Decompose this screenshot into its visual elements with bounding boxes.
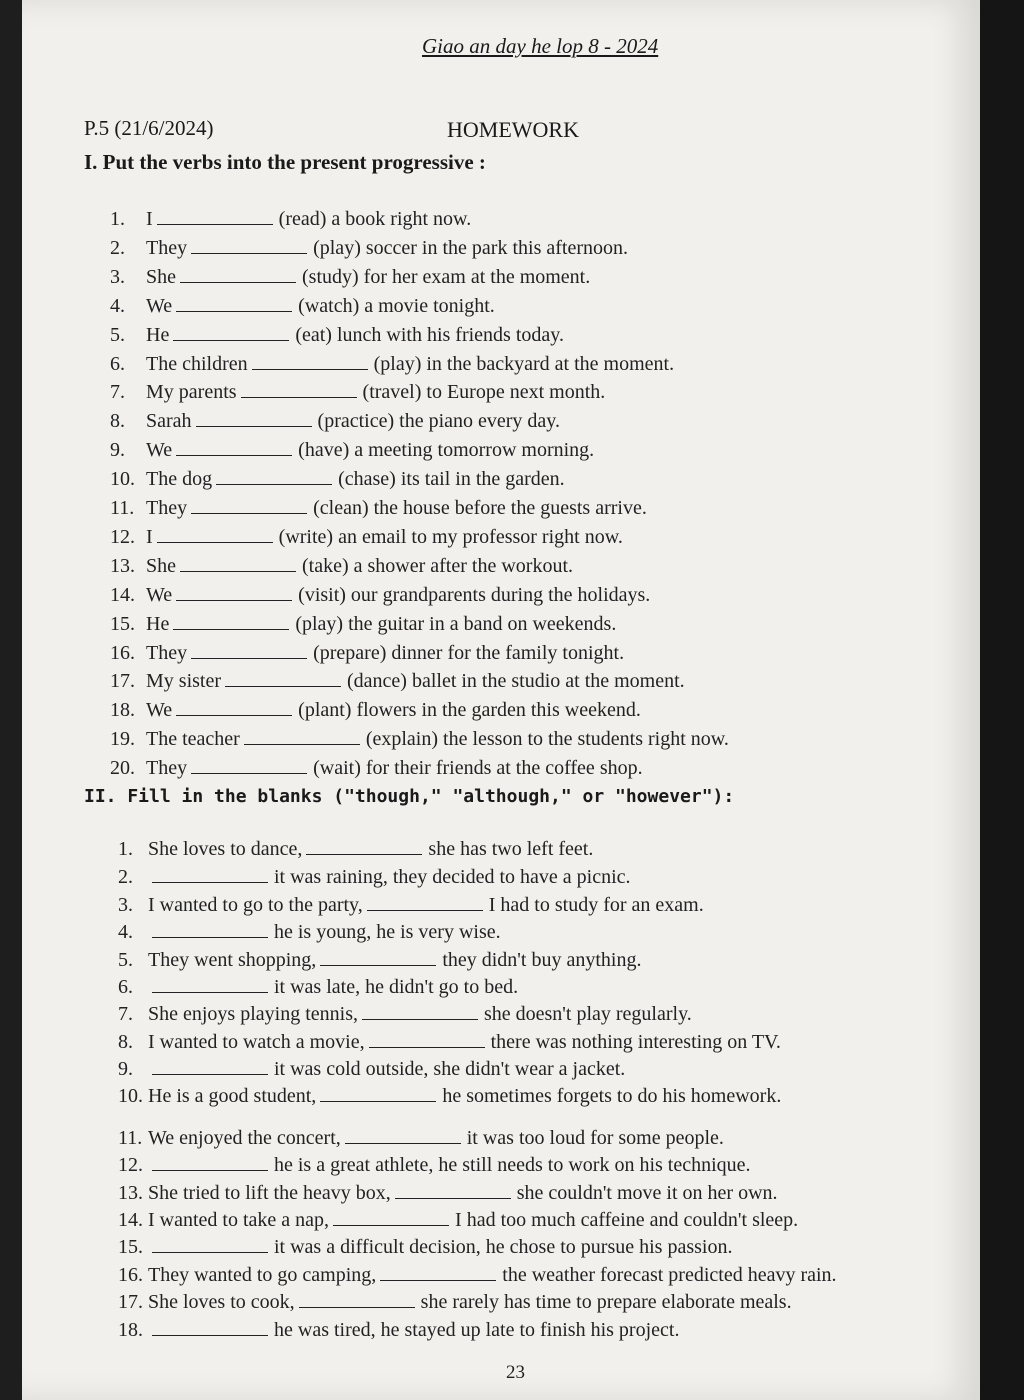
section2-item-5 xyxy=(118,947,641,973)
item-number: 16. xyxy=(110,641,135,664)
section2-item-7 xyxy=(118,1001,692,1027)
section1-item-16 xyxy=(110,640,624,666)
item-text: (write) an email to my professor right now. xyxy=(278,525,623,548)
item-prompt: We enjoyed the concert, xyxy=(148,1127,341,1149)
item-prompt: She xyxy=(146,265,176,288)
item-text: she couldn't move it on her own. xyxy=(516,1182,778,1204)
answer-blank[interactable] xyxy=(152,974,268,993)
item-text: (clean) the house before the guests arrive. xyxy=(313,497,647,519)
item-number: 15. xyxy=(118,1236,143,1258)
item-prompt: We xyxy=(146,294,173,317)
item-text: (read) a book right now. xyxy=(278,208,472,230)
answer-blank[interactable] xyxy=(380,1262,496,1281)
item-text: it was too loud for some people. xyxy=(466,1127,724,1149)
item-number: 1. xyxy=(118,838,133,860)
page-header: Giao an day he lop 8 - 2024 xyxy=(422,34,659,58)
item-prompt: We xyxy=(146,699,173,722)
item-number: 6. xyxy=(118,976,133,998)
answer-blank[interactable] xyxy=(216,466,332,485)
answer-blank[interactable] xyxy=(244,726,360,745)
item-text: he was tired, he stayed up late to finish his project. xyxy=(274,1319,680,1341)
item-number: 8. xyxy=(118,1031,133,1053)
answer-blank[interactable] xyxy=(157,524,273,543)
page-number: 23 xyxy=(506,1362,525,1383)
item-text: (eat) lunch with his friends today. xyxy=(295,323,564,346)
answer-blank[interactable] xyxy=(152,864,268,883)
item-text: there was nothing interesting on TV. xyxy=(490,1031,781,1053)
item-number: 17. xyxy=(110,670,135,693)
section1-item-2 xyxy=(110,235,628,261)
section1-item-18 xyxy=(110,697,641,723)
section2-item-16 xyxy=(118,1262,837,1288)
answer-blank[interactable] xyxy=(152,1152,268,1171)
item-number: 11. xyxy=(110,497,135,519)
answer-blank[interactable] xyxy=(176,697,292,716)
item-text: it was a difficult decision, he chose to pursue his passion. xyxy=(274,1236,733,1258)
section2-item-12 xyxy=(118,1152,751,1178)
answer-blank[interactable] xyxy=(333,1207,449,1226)
answer-blank[interactable] xyxy=(191,495,307,514)
item-text: (study) for her exam at the moment. xyxy=(302,265,591,288)
item-text: it was raining, they decided to have a picnic. xyxy=(274,866,631,888)
item-text: (take) a shower after the workout. xyxy=(302,554,573,577)
item-text: I had to study for an exam. xyxy=(488,894,704,916)
item-text: the weather forecast predicted heavy rain. xyxy=(502,1264,837,1286)
answer-blank[interactable] xyxy=(362,1001,478,1020)
item-number: 10. xyxy=(110,468,135,491)
item-text: (have) a meeting tomorrow morning. xyxy=(298,439,595,462)
item-prompt: They xyxy=(146,641,188,664)
item-number: 5. xyxy=(118,949,133,971)
item-number: 12. xyxy=(110,525,135,548)
section2-item-10 xyxy=(118,1083,781,1109)
worksheet-page xyxy=(22,0,980,1400)
item-text: I had too much caffeine and couldn't sleep. xyxy=(455,1209,799,1231)
item-text: (play) in the backyard at the moment. xyxy=(373,352,675,375)
item-prompt: I wanted to watch a movie, xyxy=(148,1031,365,1053)
answer-blank[interactable] xyxy=(152,1056,268,1075)
answer-blank[interactable] xyxy=(180,264,296,283)
item-number: 4. xyxy=(118,921,133,943)
answer-blank[interactable] xyxy=(191,755,307,774)
item-number: 14. xyxy=(118,1209,143,1231)
answer-blank[interactable] xyxy=(320,1083,436,1102)
item-prompt: He is a good student, xyxy=(148,1085,317,1107)
item-prompt: The dog xyxy=(146,468,213,491)
item-number: 11. xyxy=(118,1127,143,1149)
section1-item-10 xyxy=(110,466,565,492)
item-number: 17. xyxy=(118,1291,143,1313)
item-text: (chase) its tail in the garden. xyxy=(338,468,565,491)
item-prompt: The teacher xyxy=(146,728,240,751)
item-prompt: He xyxy=(146,323,170,346)
section1-item-17 xyxy=(110,668,685,694)
item-number: 16. xyxy=(118,1264,143,1286)
item-text: he is a great athlete, he still needs to work on his technique. xyxy=(274,1154,751,1176)
item-prompt: The children xyxy=(146,352,248,375)
answer-blank[interactable] xyxy=(173,611,289,630)
section1-title: I. Put the verbs into the present progressive : xyxy=(84,150,486,174)
answer-blank[interactable] xyxy=(152,1234,268,1253)
item-number: 12. xyxy=(118,1154,143,1176)
section2-item-15 xyxy=(118,1234,732,1260)
answer-blank[interactable] xyxy=(320,947,436,966)
item-number: 13. xyxy=(118,1182,143,1204)
item-prompt: I wanted to go to the party, xyxy=(148,894,363,916)
section2-item-13 xyxy=(118,1180,778,1206)
answer-blank[interactable] xyxy=(196,408,312,427)
section2-item-11 xyxy=(118,1125,724,1151)
section1-item-13 xyxy=(110,553,573,579)
item-text: (wait) for their friends at the coffee shop. xyxy=(313,757,643,780)
answer-blank[interactable] xyxy=(152,1317,268,1336)
section1-item-20 xyxy=(110,755,643,781)
section2-item-17 xyxy=(118,1289,792,1315)
section1-item-11 xyxy=(110,495,647,521)
item-number: 7. xyxy=(118,1003,133,1025)
section2-item-4 xyxy=(118,919,501,945)
item-text: (plant) flowers in the garden this weekend. xyxy=(298,699,641,722)
item-text: it was cold outside, she didn't wear a jacket. xyxy=(274,1058,626,1080)
section2-item-8 xyxy=(118,1029,781,1055)
answer-blank[interactable] xyxy=(152,919,268,938)
item-text: they didn't buy anything. xyxy=(442,949,642,971)
item-number: 9. xyxy=(118,1058,133,1080)
answer-blank[interactable] xyxy=(180,553,296,572)
item-number: 8. xyxy=(110,410,125,433)
item-prompt: Sarah xyxy=(146,410,192,433)
item-number: 3. xyxy=(110,265,125,288)
item-text: he is young, he is very wise. xyxy=(274,921,501,943)
item-number: 7. xyxy=(110,381,125,404)
item-prompt: She tried to lift the heavy box, xyxy=(148,1182,391,1204)
section1-item-5 xyxy=(110,322,564,348)
answer-blank[interactable] xyxy=(345,1125,461,1144)
section2-title: II. Fill in the blanks ("though," "although," or "however"): xyxy=(84,786,735,807)
item-number: 6. xyxy=(110,352,125,375)
item-text: (visit) our grandparents during the holidays. xyxy=(298,583,651,606)
item-number: 2. xyxy=(118,866,133,888)
item-number: 3. xyxy=(118,894,133,916)
item-text: (play) soccer in the park this afternoon. xyxy=(313,236,628,259)
answer-blank[interactable] xyxy=(369,1029,485,1048)
answer-blank[interactable] xyxy=(241,379,357,398)
item-text: she has two left feet. xyxy=(428,838,594,860)
item-number: 14. xyxy=(110,583,135,606)
section2-item-9 xyxy=(118,1056,625,1082)
item-text: he sometimes forgets to do his homework. xyxy=(442,1085,782,1107)
answer-blank[interactable] xyxy=(225,668,341,687)
item-text: (practice) the piano every day. xyxy=(317,410,561,433)
section1-item-6 xyxy=(110,351,674,377)
answer-blank[interactable] xyxy=(299,1289,415,1308)
item-prompt: They xyxy=(146,236,188,259)
section1-item-8 xyxy=(110,408,560,434)
section1-item-15 xyxy=(110,611,616,637)
section2-item-1 xyxy=(118,836,593,862)
answer-blank[interactable] xyxy=(176,293,292,312)
answer-blank[interactable] xyxy=(306,836,422,855)
item-text: (prepare) dinner for the family tonight. xyxy=(313,641,625,664)
item-prompt: She xyxy=(146,554,176,577)
item-prompt: I xyxy=(146,208,153,230)
item-prompt: They xyxy=(146,757,188,780)
item-prompt: They xyxy=(146,497,188,519)
section1-item-4 xyxy=(110,293,495,319)
item-number: 9. xyxy=(110,439,125,462)
item-number: 10. xyxy=(118,1085,143,1107)
answer-blank[interactable] xyxy=(367,892,483,911)
item-text: (dance) ballet in the studio at the moment. xyxy=(347,670,685,693)
item-prompt: She loves to cook, xyxy=(148,1291,295,1313)
section2-item-6 xyxy=(118,974,518,1000)
page-edge-shadow xyxy=(980,0,1024,1400)
section1-item-19 xyxy=(110,726,729,752)
item-prompt: We xyxy=(146,583,173,606)
item-prompt: My parents xyxy=(146,381,237,404)
item-number: 15. xyxy=(110,612,135,635)
section1-item-12 xyxy=(110,524,623,550)
item-number: 20. xyxy=(110,757,135,780)
answer-blank[interactable] xyxy=(176,582,292,601)
answer-blank[interactable] xyxy=(157,206,273,225)
answer-blank[interactable] xyxy=(191,640,307,659)
item-text: (travel) to Europe next month. xyxy=(362,381,606,404)
homework-title: HOMEWORK xyxy=(447,117,579,142)
item-prompt: I wanted to take a nap, xyxy=(148,1209,330,1231)
item-text: she doesn't play regularly. xyxy=(483,1003,692,1025)
item-text: she rarely has time to prepare elaborate meals. xyxy=(420,1291,792,1313)
item-prompt: I xyxy=(146,525,153,548)
answer-blank[interactable] xyxy=(395,1180,511,1199)
item-prompt: We xyxy=(146,439,173,462)
item-number: 18. xyxy=(110,699,135,722)
lesson-date: P.5 (21/6/2024) xyxy=(84,116,214,140)
item-number: 13. xyxy=(110,554,135,577)
item-text: it was late, he didn't go to bed. xyxy=(274,976,519,998)
section1-item-7 xyxy=(110,379,605,405)
item-text: (play) the guitar in a band on weekends. xyxy=(295,612,617,635)
item-number: 5. xyxy=(110,323,125,346)
item-number: 4. xyxy=(110,294,125,317)
section1-item-14 xyxy=(110,582,650,608)
answer-blank[interactable] xyxy=(173,322,289,341)
item-text: (watch) a movie tonight. xyxy=(298,294,495,317)
section2-item-14 xyxy=(118,1207,798,1233)
answer-blank[interactable] xyxy=(176,437,292,456)
answer-blank[interactable] xyxy=(191,235,307,254)
item-prompt: My sister xyxy=(146,670,221,693)
section2-item-2 xyxy=(118,864,631,890)
item-number: 1. xyxy=(110,208,125,230)
item-prompt: She enjoys playing tennis, xyxy=(148,1003,358,1025)
answer-blank[interactable] xyxy=(252,351,368,370)
item-prompt: He xyxy=(146,612,170,635)
item-number: 19. xyxy=(110,728,135,751)
item-prompt: They wanted to go camping, xyxy=(148,1264,377,1286)
item-text: (explain) the lesson to the students right now. xyxy=(365,728,729,751)
section1-item-1 xyxy=(110,206,471,232)
item-number: 2. xyxy=(110,236,125,259)
item-number: 18. xyxy=(118,1319,143,1341)
section2-item-3 xyxy=(118,892,704,918)
section2-item-18 xyxy=(118,1317,679,1343)
item-prompt: They went shopping, xyxy=(148,949,317,971)
section1-item-3 xyxy=(110,264,590,290)
section1-item-9 xyxy=(110,437,594,463)
item-prompt: She loves to dance, xyxy=(148,838,303,860)
